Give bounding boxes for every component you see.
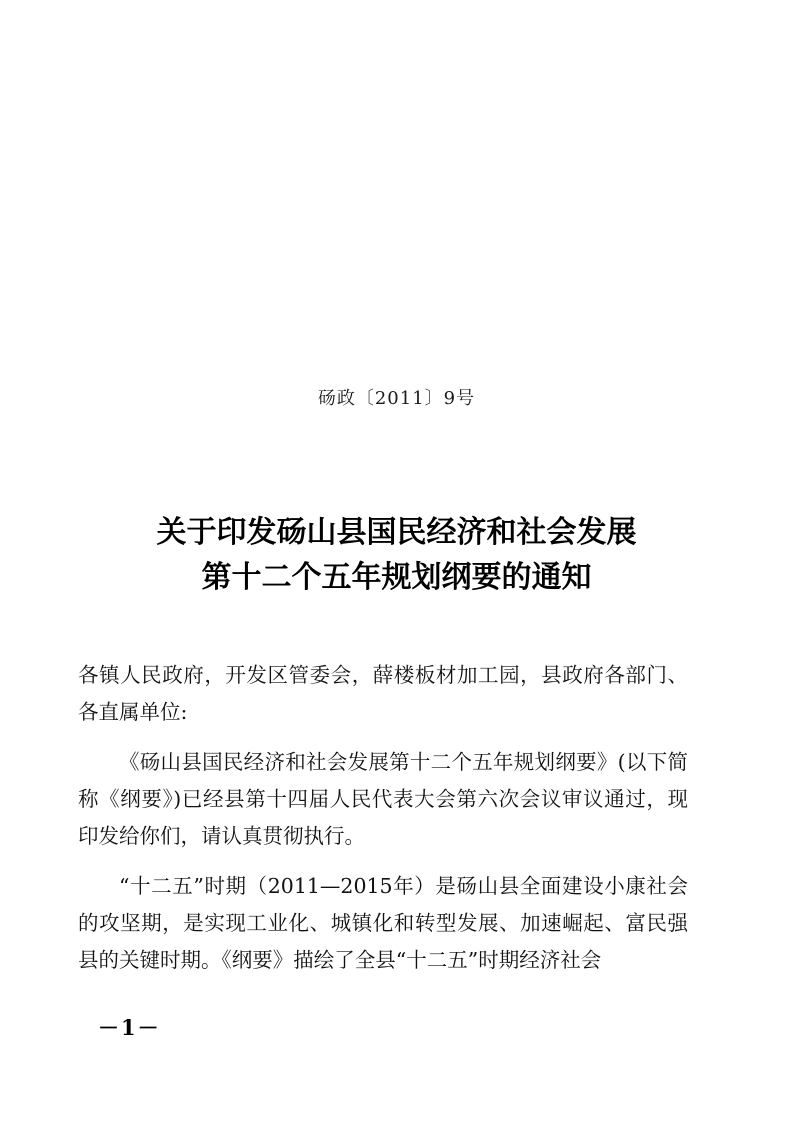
document-title [0,510,793,600]
title-line-2: 第十二个五年规划纲要的通知 [201,560,592,595]
paragraph-2: “十二五”时期（2011—2015年）是砀山县全面建设小康社会的攻坚期，是实现工业化、城镇化和转型发展、加速崛起、富民强县的关键时期。《纲要》描绘了全县“十二五”时期经济社会 [78,874,688,972]
document-body [78,657,688,992]
document-number: 砀政〔2011〕9号 [317,388,476,409]
title-line-1: 关于印发砀山县国民经济和社会发展 [156,515,637,550]
addressee: 各镇人民政府，开发区管委会，薛楼板材加工园，县政府各部门、各直属单位: [78,663,688,724]
page-number: －1－ [98,1015,161,1040]
paragraph-1: 《砀山县国民经济和社会发展第十二个五年规划纲要》(以下简称《纲要》)已经县第十四届人民代表大会第六次会议审议通过，现印发给你们，请认真贯彻执行。 [78,750,688,848]
